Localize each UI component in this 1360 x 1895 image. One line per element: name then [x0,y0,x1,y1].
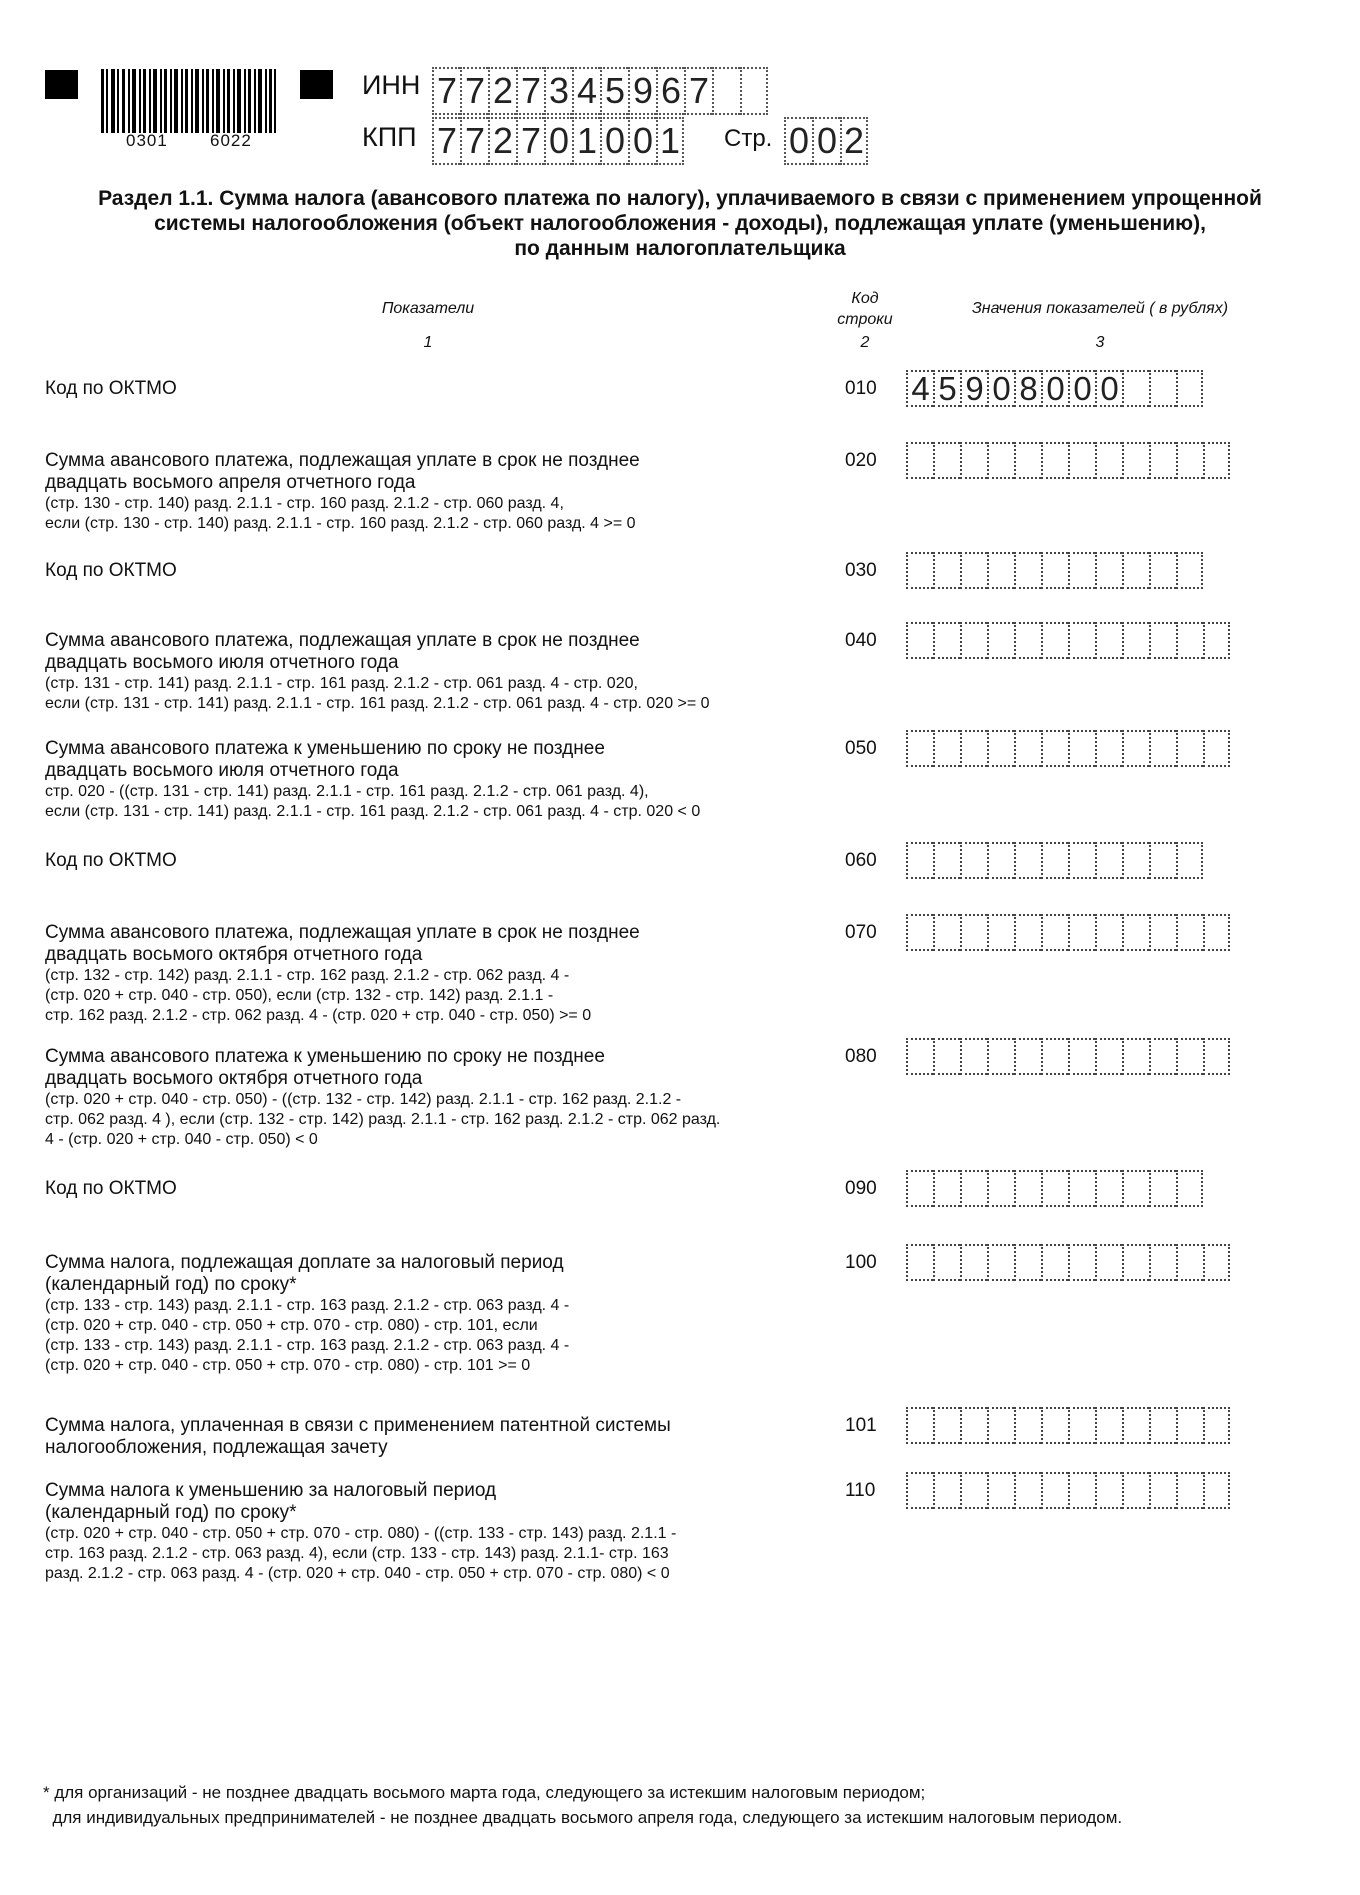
value-cell[interactable] [1149,1472,1176,1509]
value-cell[interactable] [1068,1038,1095,1075]
line-code: 101 [845,1415,877,1436]
indicator-row-010 [45,378,825,400]
value-cell[interactable]: 8 [1014,370,1041,407]
page-cell[interactable]: 0 [784,117,812,165]
value-cell[interactable] [1095,622,1122,659]
value-cell[interactable] [1149,842,1176,879]
value-cell[interactable] [987,1472,1014,1509]
kpp-cell[interactable]: 0 [628,117,656,165]
value-cell[interactable] [933,1407,960,1444]
value-cell[interactable] [1203,1407,1230,1444]
indicator-formula: если (стр. 131 - стр. 141) разд. 2.1.1 - стр. 161 разд. 2.1.2 - стр. 061 разд. 4 - стр. 020 >= 0 [45,695,710,712]
kpp-cell[interactable]: 1 [572,117,600,165]
value-cell[interactable] [1122,1170,1149,1207]
indicator-label: налогообложения, подлежащая зачету [45,1437,388,1458]
value-cell[interactable] [987,442,1014,479]
indicator-label: двадцать восьмого июля отчетного года [45,652,399,673]
indicator-row-050 [45,738,825,822]
value-cell[interactable] [1149,622,1176,659]
value-cell[interactable] [987,622,1014,659]
value-cell[interactable]: 4 [906,370,933,407]
line-code: 070 [845,922,877,943]
value-cell[interactable] [1176,552,1203,589]
value-cell[interactable] [1176,370,1203,407]
indicator-label: Сумма авансового платежа, подлежащая уплате в срок не позднее [45,630,640,651]
value-cell[interactable] [1203,1244,1230,1281]
value-cell[interactable] [1149,1244,1176,1281]
indicator-row-080 [45,1046,825,1150]
value-cell[interactable] [906,1472,933,1509]
footnote [43,1780,1122,1830]
value-cell[interactable] [1068,730,1095,767]
kpp-cell[interactable]: 1 [656,117,684,165]
column-number-2: 2 [860,334,870,351]
indicator-label: Сумма налога к уменьшению за налоговый период [45,1480,497,1501]
kpp-cells [432,117,684,165]
value-cell[interactable] [987,1038,1014,1075]
value-cell[interactable] [960,1472,987,1509]
indicator-formula: (стр. 020 + стр. 040 - стр. 050 + стр. 070 - стр. 080) - стр. 101, если [45,1317,538,1334]
value-cell[interactable] [1068,552,1095,589]
value-cell[interactable]: 5 [933,370,960,407]
value-cell[interactable] [1041,1244,1068,1281]
value-cell[interactable] [1176,1407,1203,1444]
value-cells-020 [906,442,1230,479]
value-cell[interactable] [906,1038,933,1075]
value-cell[interactable] [960,1407,987,1444]
indicator-formula: разд. 2.1.2 - стр. 063 разд. 4 - (стр. 020 + стр. 040 - стр. 050 + стр. 070 - стр. 080) < 0 [45,1565,670,1582]
value-cell[interactable] [906,442,933,479]
value-cell[interactable] [960,1170,987,1207]
value-cell[interactable] [1041,1170,1068,1207]
value-cell[interactable] [1041,1407,1068,1444]
value-cell[interactable] [933,622,960,659]
indicator-formula: если (стр. 131 - стр. 141) разд. 2.1.1 - стр. 161 разд. 2.1.2 - стр. 061 разд. 4 - стр. 020 < 0 [45,803,701,820]
indicator-label: двадцать восьмого июля отчетного года [45,760,399,781]
value-cell[interactable] [987,842,1014,879]
value-cell[interactable] [1176,730,1203,767]
indicator-label: Код по ОКТМО [45,560,177,581]
value-cell[interactable] [906,842,933,879]
value-cell[interactable] [1149,914,1176,951]
value-cell[interactable] [933,552,960,589]
value-cell[interactable] [1203,914,1230,951]
inn-cell[interactable]: 7 [460,67,488,115]
value-cell[interactable]: 0 [1041,370,1068,407]
indicator-formula: стр. 062 разд. 4 ), если (стр. 132 - стр. 142) разд. 2.1.1 - стр. 162 разд. 2.1.2 - стр. 062 разд. [45,1111,721,1128]
indicator-row-090 [45,1178,825,1200]
value-cell[interactable] [906,730,933,767]
indicator-formula: если (стр. 130 - стр. 140) разд. 2.1.1 - стр. 160 разд. 2.1.2 - стр. 060 разд. 4 >= 0 [45,515,636,532]
indicator-formula: (стр. 020 + стр. 040 - стр. 050) - ((стр. 132 - стр. 142) разд. 2.1.1 - стр. 162 разд. 2.1.2 - [45,1091,682,1108]
value-cell[interactable] [1149,1170,1176,1207]
inn-cell[interactable]: 7 [684,67,712,115]
indicator-formula: (стр. 020 + стр. 040 - стр. 050 + стр. 070 - стр. 080) - стр. 101 >= 0 [45,1357,531,1374]
value-cell[interactable] [1068,1407,1095,1444]
value-cells-030 [906,552,1203,589]
page-cell[interactable]: 0 [812,117,840,165]
value-cell[interactable] [1149,730,1176,767]
value-cell[interactable]: 0 [987,370,1014,407]
line-code: 090 [845,1178,877,1199]
value-cell[interactable] [1203,1038,1230,1075]
kpp-cell[interactable]: 7 [460,117,488,165]
value-cell[interactable] [1068,442,1095,479]
column-header-code-line2: строки [837,311,893,328]
indicator-formula: (стр. 131 - стр. 141) разд. 2.1.1 - стр. 161 разд. 2.1.2 - стр. 061 разд. 4 - стр. 020, [45,675,638,692]
value-cell[interactable] [1041,842,1068,879]
kpp-label: КПП [362,122,417,152]
value-cells-090 [906,1170,1203,1207]
section-title-line2: системы налогообложения (объект налогообложения - доходы), подлежащая уплате (уменьшению), [154,212,1206,235]
value-cell[interactable] [1014,842,1041,879]
column-header-code-line1: Код [851,290,879,307]
value-cell[interactable] [933,842,960,879]
value-cell[interactable] [1149,1038,1176,1075]
value-cell[interactable] [1095,1407,1122,1444]
line-code: 010 [845,378,877,399]
value-cell[interactable] [960,1244,987,1281]
value-cells-040 [906,622,1230,659]
value-cell[interactable] [1095,1244,1122,1281]
value-cell[interactable] [1149,552,1176,589]
barcode-number-right: 6022 [210,131,252,150]
footnote-line1: * для организаций - не позднее двадцать восьмого марта года, следующего за истекшим налоговым периодом; [43,1783,926,1802]
indicator-label: Сумма налога, уплаченная в связи с применением патентной системы [45,1415,671,1436]
value-cell[interactable]: 9 [960,370,987,407]
registration-marker-left [45,70,78,99]
line-code: 110 [845,1480,876,1501]
value-cell[interactable] [1122,914,1149,951]
value-cell[interactable] [933,730,960,767]
indicator-label: двадцать восьмого октября отчетного года [45,1068,423,1089]
inn-cell[interactable]: 7 [516,67,544,115]
line-code: 080 [845,1046,877,1067]
indicator-formula: (стр. 020 + стр. 040 - стр. 050), если (стр. 132 - стр. 142) разд. 2.1.1 - [45,987,554,1004]
value-cell[interactable] [1122,370,1149,407]
column-header-indicators: Показатели [381,300,475,317]
value-cell[interactable] [933,914,960,951]
column-header-values: Значения показателей ( в рублях) [971,300,1229,317]
value-cell[interactable] [933,1170,960,1207]
indicator-label: двадцать восьмого октября отчетного года [45,944,423,965]
indicator-formula: 4 - (стр. 020 + стр. 040 - стр. 050) < 0 [45,1131,318,1148]
page-number-cells [784,117,868,165]
indicator-label: Сумма авансового платежа, подлежащая уплате в срок не позднее [45,922,640,943]
registration-marker-right [300,70,333,99]
value-cell[interactable] [1014,1170,1041,1207]
value-cell[interactable] [1095,1472,1122,1509]
value-cell[interactable] [1122,552,1149,589]
inn-cell[interactable]: 6 [656,67,684,115]
inn-cell[interactable]: 2 [488,67,516,115]
indicator-label: Код по ОКТМО [45,850,177,871]
value-cells-010 [906,370,1203,407]
indicator-label: (календарный год) по сроку* [45,1502,297,1523]
value-cell[interactable] [960,622,987,659]
value-cell[interactable] [1068,622,1095,659]
indicator-row-060 [45,850,825,872]
value-cell[interactable] [906,1244,933,1281]
value-cell[interactable] [1014,1407,1041,1444]
section-title-line3: по данным налогоплательщика [514,237,846,260]
value-cell[interactable] [1122,1244,1149,1281]
value-cell[interactable] [1176,622,1203,659]
inn-cell[interactable]: 7 [432,67,460,115]
value-cells-080 [906,1038,1230,1075]
indicator-formula: стр. 020 - ((стр. 131 - стр. 141) разд. 2.1.1 - стр. 161 разд. 2.1.2 - стр. 061 разд. 4), [45,783,649,800]
indicator-row-101 [45,1415,825,1459]
value-cell[interactable] [1122,1038,1149,1075]
value-cell[interactable] [1176,1472,1203,1509]
value-cell[interactable] [1041,552,1068,589]
inn-cell[interactable]: 5 [600,67,628,115]
inn-label: ИНН [362,70,421,100]
value-cell[interactable] [1014,622,1041,659]
inn-cell[interactable] [712,67,740,115]
value-cell[interactable] [987,1244,1014,1281]
inn-cell[interactable] [740,67,768,115]
value-cells-101 [906,1407,1230,1444]
value-cell[interactable] [1176,442,1203,479]
value-cell[interactable] [1149,442,1176,479]
value-cell[interactable] [1041,1038,1068,1075]
value-cell[interactable] [987,552,1014,589]
value-cell[interactable] [1095,442,1122,479]
value-cell[interactable] [906,914,933,951]
value-cell[interactable] [960,1038,987,1075]
value-cell[interactable] [1068,914,1095,951]
line-code: 020 [845,450,877,471]
value-cell[interactable] [960,442,987,479]
column-number-3: 3 [1095,334,1105,351]
value-cell[interactable] [906,1170,933,1207]
indicator-formula: стр. 162 разд. 2.1.2 - стр. 062 разд. 4 - (стр. 020 + стр. 040 - стр. 050) >= 0 [45,1007,592,1024]
value-cell[interactable] [1203,1472,1230,1509]
value-cells-060 [906,842,1203,879]
indicator-label: Сумма авансового платежа к уменьшению по сроку не позднее [45,1046,605,1067]
indicator-label: (календарный год) по сроку* [45,1274,297,1295]
value-cell[interactable] [1095,842,1122,879]
kpp-cell[interactable]: 7 [432,117,460,165]
indicator-label: Сумма налога, подлежащая доплате за налоговый период [45,1252,564,1273]
value-cell[interactable] [1122,442,1149,479]
value-cell[interactable] [1095,1170,1122,1207]
value-cell[interactable] [933,442,960,479]
value-cell[interactable] [933,1244,960,1281]
kpp-cell[interactable]: 2 [488,117,516,165]
inn-cell[interactable]: 9 [628,67,656,115]
value-cell[interactable] [960,914,987,951]
indicator-formula: (стр. 020 + стр. 040 - стр. 050 + стр. 070 - стр. 080) - ((стр. 133 - стр. 143) разд. 2.1.1 - [45,1525,677,1542]
value-cell[interactable] [1176,914,1203,951]
value-cell[interactable] [1203,442,1230,479]
value-cell[interactable] [1095,914,1122,951]
footnote-line2: для индивидуальных предпринимателей - не позднее двадцать восьмого апреля года, следующего за истекшим налоговым периодом. [43,1808,1123,1827]
value-cell[interactable] [1149,1407,1176,1444]
value-cell[interactable] [1122,622,1149,659]
value-cell[interactable] [987,730,1014,767]
kpp-cell[interactable]: 7 [516,117,544,165]
value-cells-100 [906,1244,1230,1281]
value-cell[interactable] [1014,914,1041,951]
inn-cell[interactable]: 3 [544,67,572,115]
value-cell[interactable] [1176,1038,1203,1075]
value-cell[interactable] [1122,842,1149,879]
value-cell[interactable] [906,552,933,589]
section-title [40,186,1320,261]
value-cell[interactable] [1095,730,1122,767]
indicator-row-030 [45,560,825,582]
indicator-label: Код по ОКТМО [45,1178,177,1199]
value-cell[interactable] [1041,730,1068,767]
line-code: 030 [845,560,877,581]
value-cell[interactable] [906,622,933,659]
value-cell[interactable] [1122,1407,1149,1444]
section-title-line1: Раздел 1.1. Сумма налога (авансового платежа по налогу), уплачиваемого в связи с применением упрощенной [98,187,1262,210]
value-cell[interactable] [1068,1472,1095,1509]
indicator-row-070 [45,922,825,1026]
value-cell[interactable]: 0 [1095,370,1122,407]
value-cell[interactable] [1122,730,1149,767]
value-cell[interactable] [1122,1472,1149,1509]
value-cell[interactable] [1149,370,1176,407]
line-code: 050 [845,738,877,759]
value-cell[interactable] [1014,1038,1041,1075]
value-cell[interactable] [1176,1170,1203,1207]
indicator-label: Сумма авансового платежа, подлежащая уплате в срок не позднее [45,450,640,471]
value-cell[interactable] [1014,1472,1041,1509]
value-cell[interactable] [1203,622,1230,659]
column-number-1: 1 [423,334,433,351]
value-cells-110 [906,1472,1230,1509]
indicator-formula: (стр. 133 - стр. 143) разд. 2.1.1 - стр. 163 разд. 2.1.2 - стр. 063 разд. 4 - [45,1337,570,1354]
barcode-number-left: 0301 [126,131,168,150]
value-cell[interactable] [1068,842,1095,879]
page-cell[interactable]: 2 [840,117,868,165]
value-cell[interactable] [906,1407,933,1444]
indicator-label: двадцать восьмого апреля отчетного года [45,472,416,493]
value-cell[interactable] [960,842,987,879]
value-cells-050 [906,730,1230,767]
value-cell[interactable] [1068,1170,1095,1207]
value-cell[interactable] [1014,442,1041,479]
value-cell[interactable] [933,1038,960,1075]
value-cell[interactable] [1176,1244,1203,1281]
value-cell[interactable] [1095,552,1122,589]
inn-cells [432,67,768,115]
indicator-row-100 [45,1252,825,1376]
value-cell[interactable] [933,1472,960,1509]
line-code: 100 [845,1252,877,1273]
value-cell[interactable] [1014,552,1041,589]
value-cell[interactable] [987,1170,1014,1207]
value-cell[interactable] [987,1407,1014,1444]
value-cell[interactable]: 0 [1068,370,1095,407]
value-cells-070 [906,914,1230,951]
indicator-formula: стр. 163 разд. 2.1.2 - стр. 063 разд. 4), если (стр. 133 - стр. 143) разд. 2.1.1- стр. 163 [45,1545,669,1562]
indicator-label: Код по ОКТМО [45,378,177,399]
value-cell[interactable] [1041,442,1068,479]
value-cell[interactable] [960,552,987,589]
kpp-cell[interactable]: 0 [600,117,628,165]
value-cell[interactable] [960,730,987,767]
indicator-row-040 [45,630,825,714]
value-cell[interactable] [1041,622,1068,659]
line-code: 060 [845,850,877,871]
value-cell[interactable] [1014,1244,1041,1281]
barcode [101,69,276,133]
kpp-cell[interactable]: 0 [544,117,572,165]
value-cell[interactable] [1041,1472,1068,1509]
line-code: 040 [845,630,877,651]
indicator-label: Сумма авансового платежа к уменьшению по сроку не позднее [45,738,605,759]
indicator-row-110 [45,1480,825,1584]
value-cell[interactable] [1203,730,1230,767]
value-cell[interactable] [1095,1038,1122,1075]
indicator-row-020 [45,450,825,534]
value-cell[interactable] [1014,730,1041,767]
value-cell[interactable] [1176,842,1203,879]
value-cell[interactable] [1041,914,1068,951]
page-label: Стр. [724,125,773,152]
indicator-formula: (стр. 133 - стр. 143) разд. 2.1.1 - стр. 163 разд. 2.1.2 - стр. 063 разд. 4 - [45,1297,570,1314]
inn-cell[interactable]: 4 [572,67,600,115]
value-cell[interactable] [987,914,1014,951]
indicator-formula: (стр. 130 - стр. 140) разд. 2.1.1 - стр. 160 разд. 2.1.2 - стр. 060 разд. 4, [45,495,564,512]
indicator-formula: (стр. 132 - стр. 142) разд. 2.1.1 - стр. 162 разд. 2.1.2 - стр. 062 разд. 4 - [45,967,570,984]
value-cell[interactable] [1068,1244,1095,1281]
